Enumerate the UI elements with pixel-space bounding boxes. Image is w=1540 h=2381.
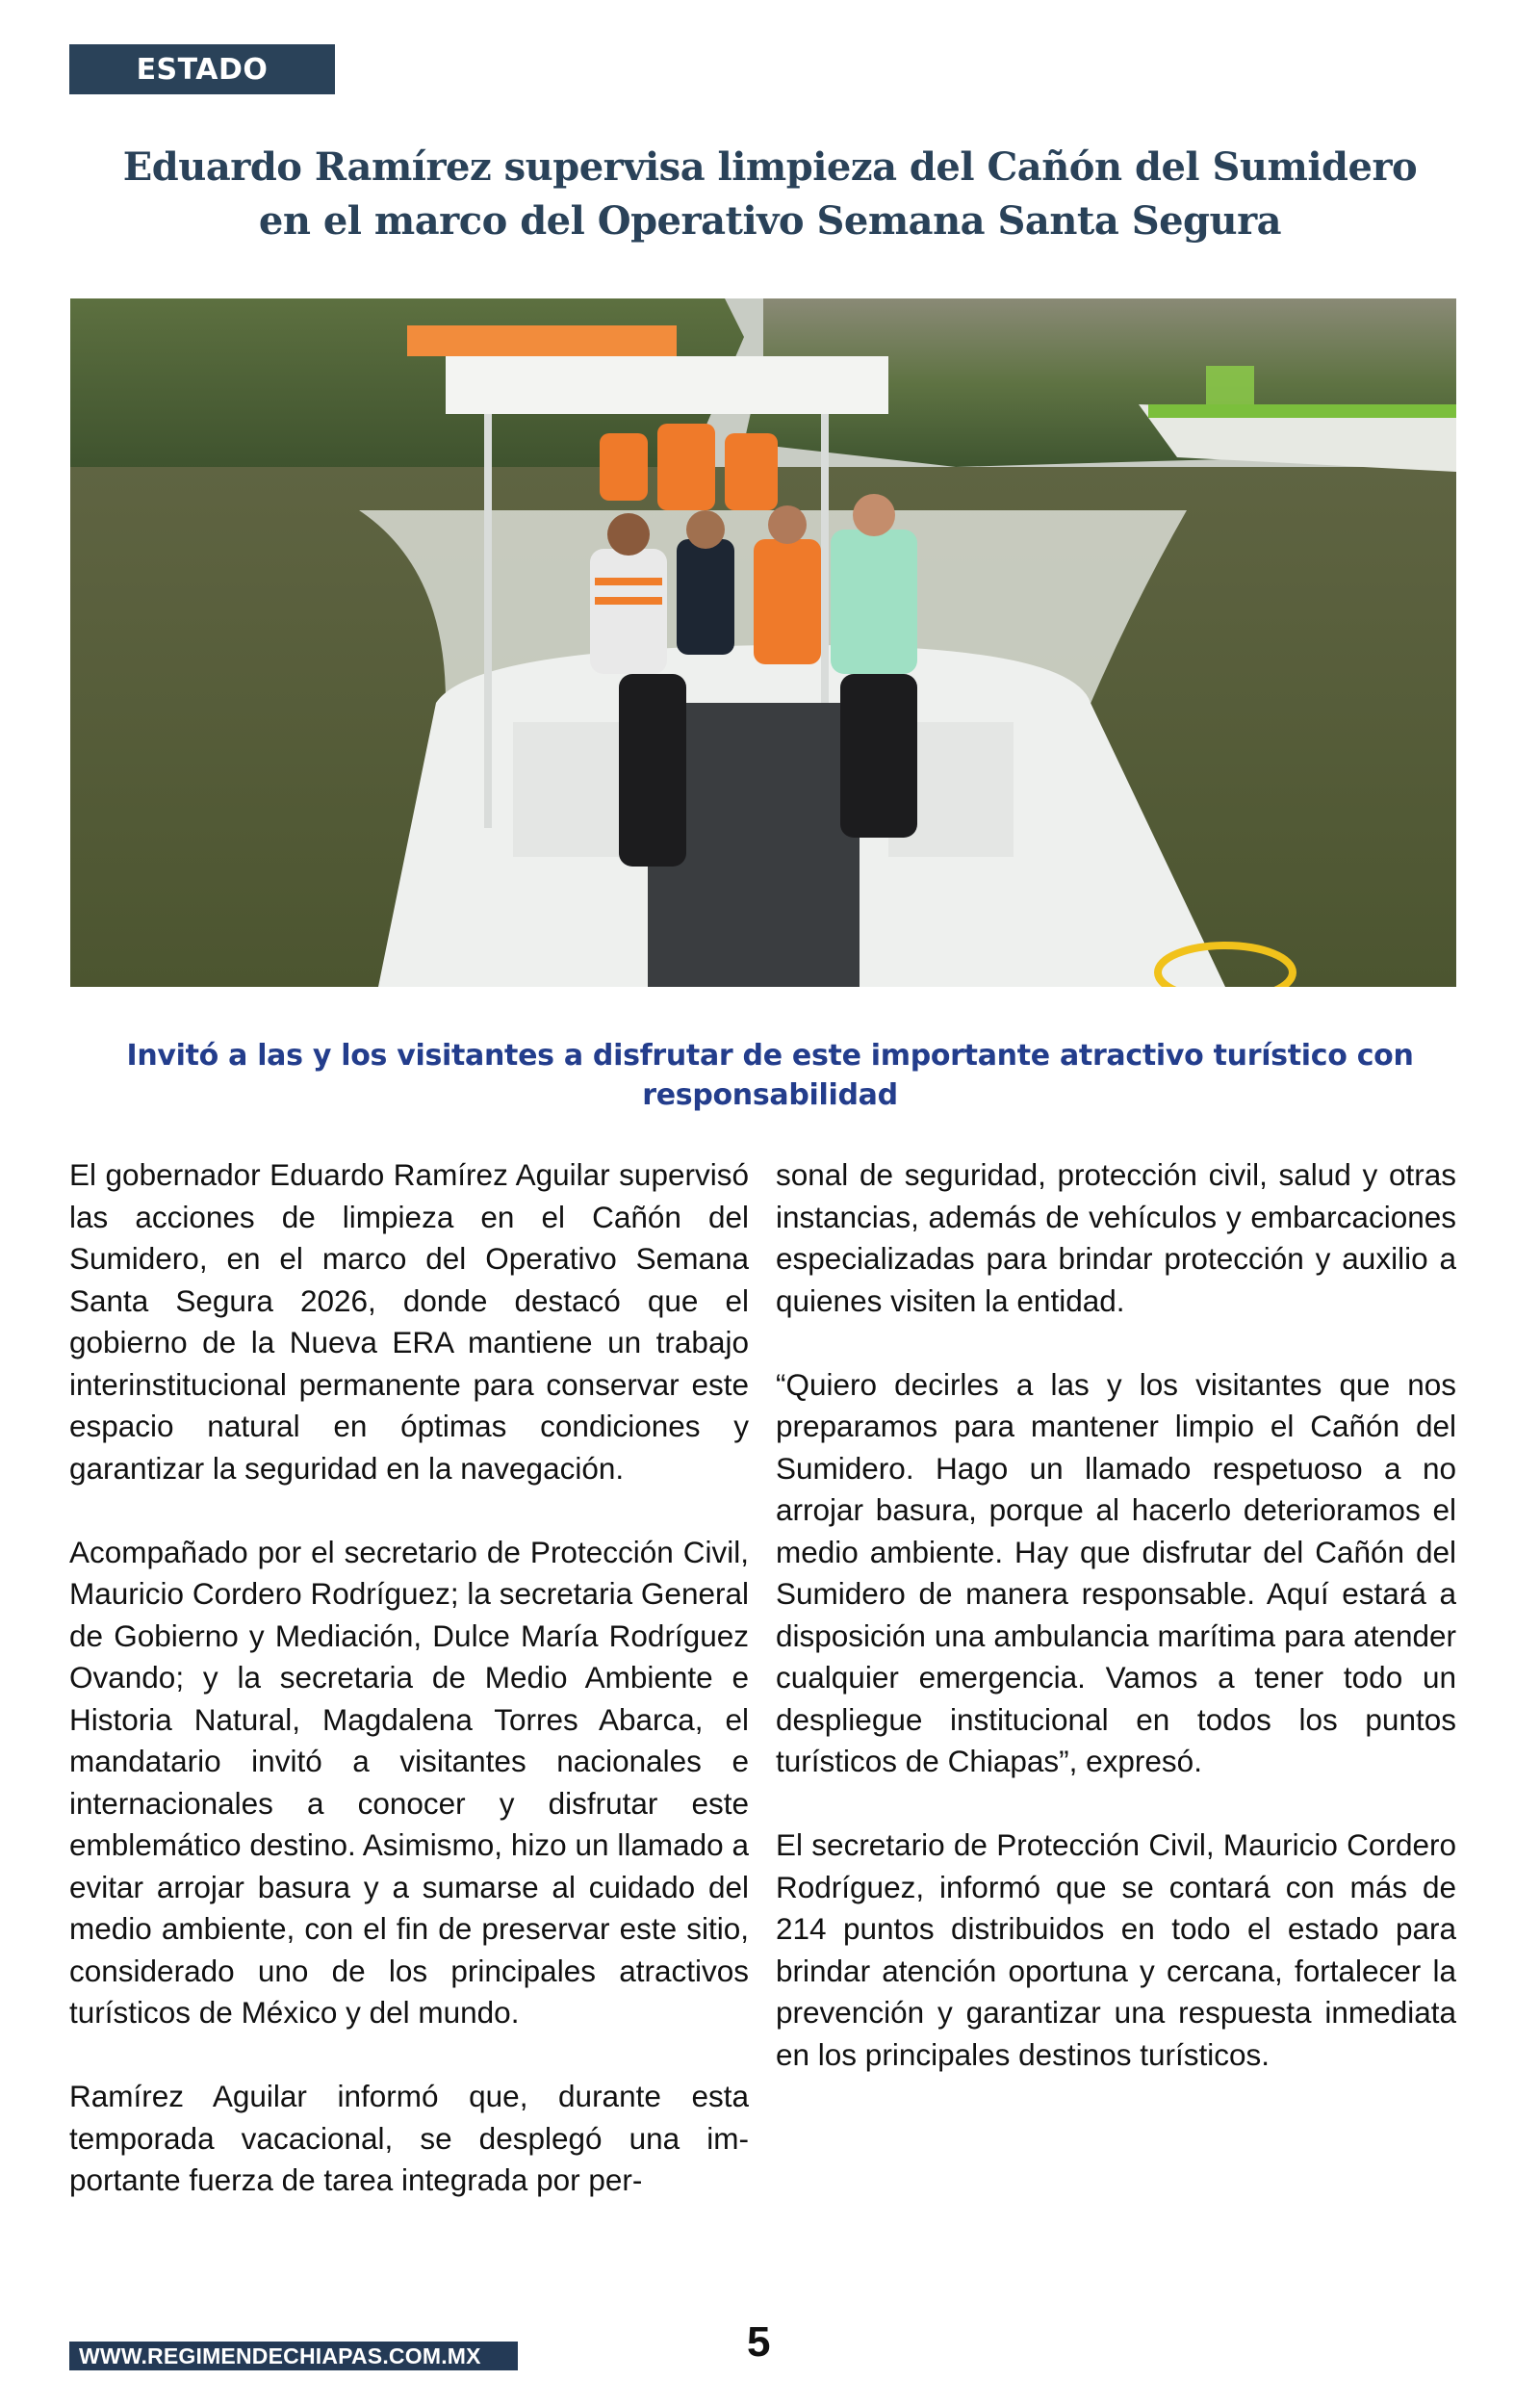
article-paragraph: “Quiero decirles a las y los visitantes que nos preparamos para mantener limpio el Cañón del Sumidero. Hago un llamado respetuoso a no arrojar basura, porque al hacerlo deterioramos el medio ambiente. Hay que disfrutar del Cañón del Sumidero de manera responsable. Aquí estará a disposición una ambulancia marítima para atender cualquier emergencia. Vamos a tener todo un despliegue institucional en todos los puntos turísticos de Chiapas”, expresó. bbox=[776, 1366, 1456, 1778]
section-label: ESTADO bbox=[136, 52, 269, 87]
article-column-left bbox=[69, 1154, 749, 2202]
photo-illustration bbox=[70, 298, 1456, 987]
article-paragraph: El secretario de Protección Civil, Mauricio Cordero Rodríguez, informó que se contará con más de 214 puntos distribuidos en todo el estado para brindar atención oportuna y cercana, fortalecer la prevención y garantizar una respuesta inmediata en los principales destinos turísticos. bbox=[776, 1827, 1456, 2072]
article-paragraph: sonal de seguridad, protección civil, salud y otras instancias, además de vehículos y embarcaciones especializadas para brindar protección y auxilio a quienes visiten la entidad. bbox=[776, 1157, 1456, 1318]
headline-line-1: Eduardo Ramírez supervisa limpieza del Cañón del Sumidero bbox=[122, 144, 1418, 190]
page-number: 5 bbox=[747, 2318, 771, 2366]
article-paragraph: Ramírez Aguilar informó que, durante esta temporada vacacional, se desplegó una importante fuerza de tarea integrada por per- bbox=[69, 2079, 749, 2197]
article-photo bbox=[70, 298, 1456, 987]
headline-line-2: en el marco del Operativo Semana Santa Segura bbox=[258, 198, 1282, 244]
footer-url-text: WWW.REGIMENDECHIAPAS.COM.MX bbox=[79, 2342, 481, 2368]
footer-website-link[interactable] bbox=[69, 2342, 518, 2370]
article-subheadline: Invitó a las y los visitantes a disfrutar de este importante atractivo turístico con responsabilidad bbox=[126, 1039, 1414, 1112]
section-tag bbox=[69, 44, 335, 94]
article-paragraph: Acompañado por el secretario de Protección Civil, Mauricio Cordero Rodríguez; la secretaria General de Gobierno y Mediación, Dulce María Rodríguez Ovando; y la secretaria de Medio Ambiente e Historia Natural, Magdalena Torres Abarca, el mandatario invitó a visitantes nacionales e internacionales a conocer y disfrutar este emblemático destino. Asimismo, hizo un llamado a evitar arrojar basura y a sumarse al cuidado del medio ambiente, con el fin de preservar este sitio, considerado uno de los principales atractivos turísticos de México y del mundo. bbox=[69, 1534, 749, 2030]
article-paragraph: El gobernador Eduardo Ramírez Aguilar supervisó las acciones de limpieza en el Cañón del Sumidero, en el marco del Operativo Semana Santa Segura 2026, donde destacó que el gobierno de la Nueva ERA mantiene un trabajo interinstitucional permanente para conservar este espacio natural en óptimas condiciones y garantizar la seguridad en la navegación. bbox=[69, 1157, 749, 1486]
article-column-right bbox=[776, 1154, 1456, 2076]
article-headline bbox=[58, 141, 1482, 248]
